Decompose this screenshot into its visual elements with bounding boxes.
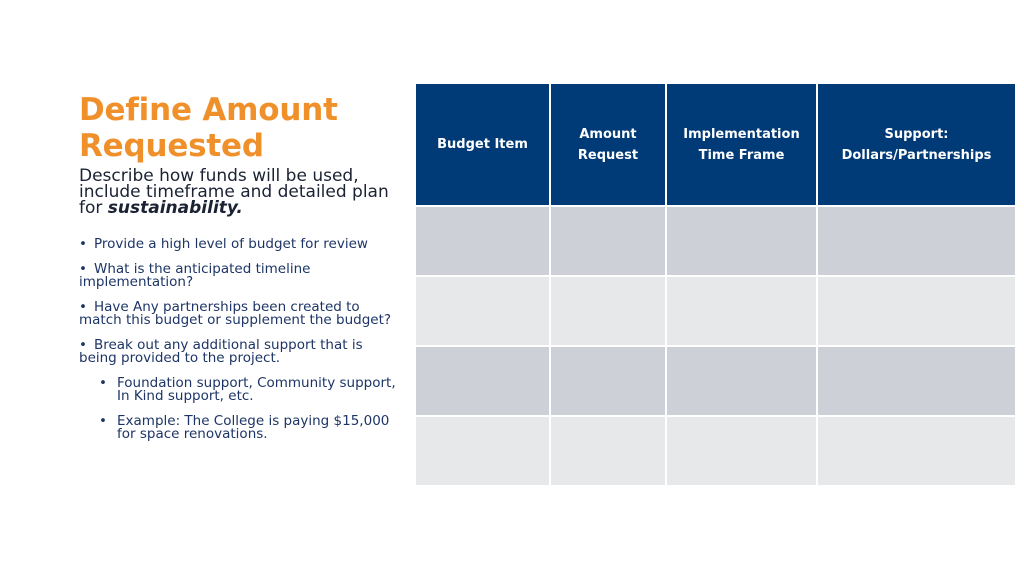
title-line-2: Requested — [79, 128, 264, 164]
table-cell[interactable] — [550, 206, 666, 276]
bullet-dot: • — [79, 299, 87, 315]
sub-list-item — [99, 415, 399, 441]
bullet-text: Break out any additional support that is being provided to the project. — [79, 337, 363, 366]
sub-bullet-text: Foundation support, Community support, In Kind support, etc. — [117, 375, 396, 404]
sub-list-item — [99, 377, 399, 403]
list-item — [79, 238, 399, 251]
description-text: Describe how funds will be used, include timeframe and detailed plan for — [79, 166, 389, 218]
description — [79, 168, 399, 216]
bullet-text: Have Any partnerships been created to match this budget or supplement the budget? — [79, 299, 392, 328]
header-implementation-time-frame: Implementation Time Frame — [666, 83, 817, 206]
page-title — [79, 92, 399, 164]
title-line-1: Define Amount — [79, 92, 338, 128]
bullet-dot: • — [99, 413, 107, 429]
sub-bullet-list — [79, 377, 399, 441]
table-cell[interactable] — [550, 416, 666, 486]
bullet-dot: • — [79, 261, 87, 277]
bullet-text: What is the anticipated timeline implementation? — [79, 261, 311, 290]
table-cell[interactable] — [550, 346, 666, 416]
table-row — [415, 206, 1016, 276]
sub-bullet-text: Example: The College is paying $15,000 for space renovations. — [117, 413, 390, 442]
bullet-dot: • — [99, 375, 107, 391]
table-cell[interactable] — [817, 416, 1016, 486]
table-row — [415, 346, 1016, 416]
table-cell[interactable] — [415, 416, 550, 486]
table-cell[interactable] — [817, 346, 1016, 416]
header-amount-request: Amount Request — [550, 83, 666, 206]
content-panel — [79, 92, 399, 453]
table-cell[interactable] — [666, 346, 817, 416]
header-support: Support: Dollars/Partnerships — [817, 83, 1016, 206]
header-budget-item: Budget Item — [415, 83, 550, 206]
table-header-row — [415, 83, 1016, 206]
table-cell[interactable] — [415, 276, 550, 346]
bullet-dot: • — [79, 337, 87, 353]
list-item — [79, 301, 399, 327]
table-cell[interactable] — [666, 276, 817, 346]
table-cell[interactable] — [415, 346, 550, 416]
table-row — [415, 416, 1016, 486]
table-cell[interactable] — [817, 206, 1016, 276]
list-item — [79, 339, 399, 365]
table-row — [415, 276, 1016, 346]
bullet-list — [79, 238, 399, 441]
budget-table — [414, 82, 1017, 487]
description-emphasis: sustainability. — [107, 198, 243, 218]
table-cell[interactable] — [550, 276, 666, 346]
bullet-text: Provide a high level of budget for review — [93, 236, 368, 252]
table-cell[interactable] — [415, 206, 550, 276]
table-cell[interactable] — [666, 416, 817, 486]
list-item — [79, 263, 399, 289]
table-cell[interactable] — [817, 276, 1016, 346]
bullet-dot: • — [79, 236, 87, 252]
table-cell[interactable] — [666, 206, 817, 276]
